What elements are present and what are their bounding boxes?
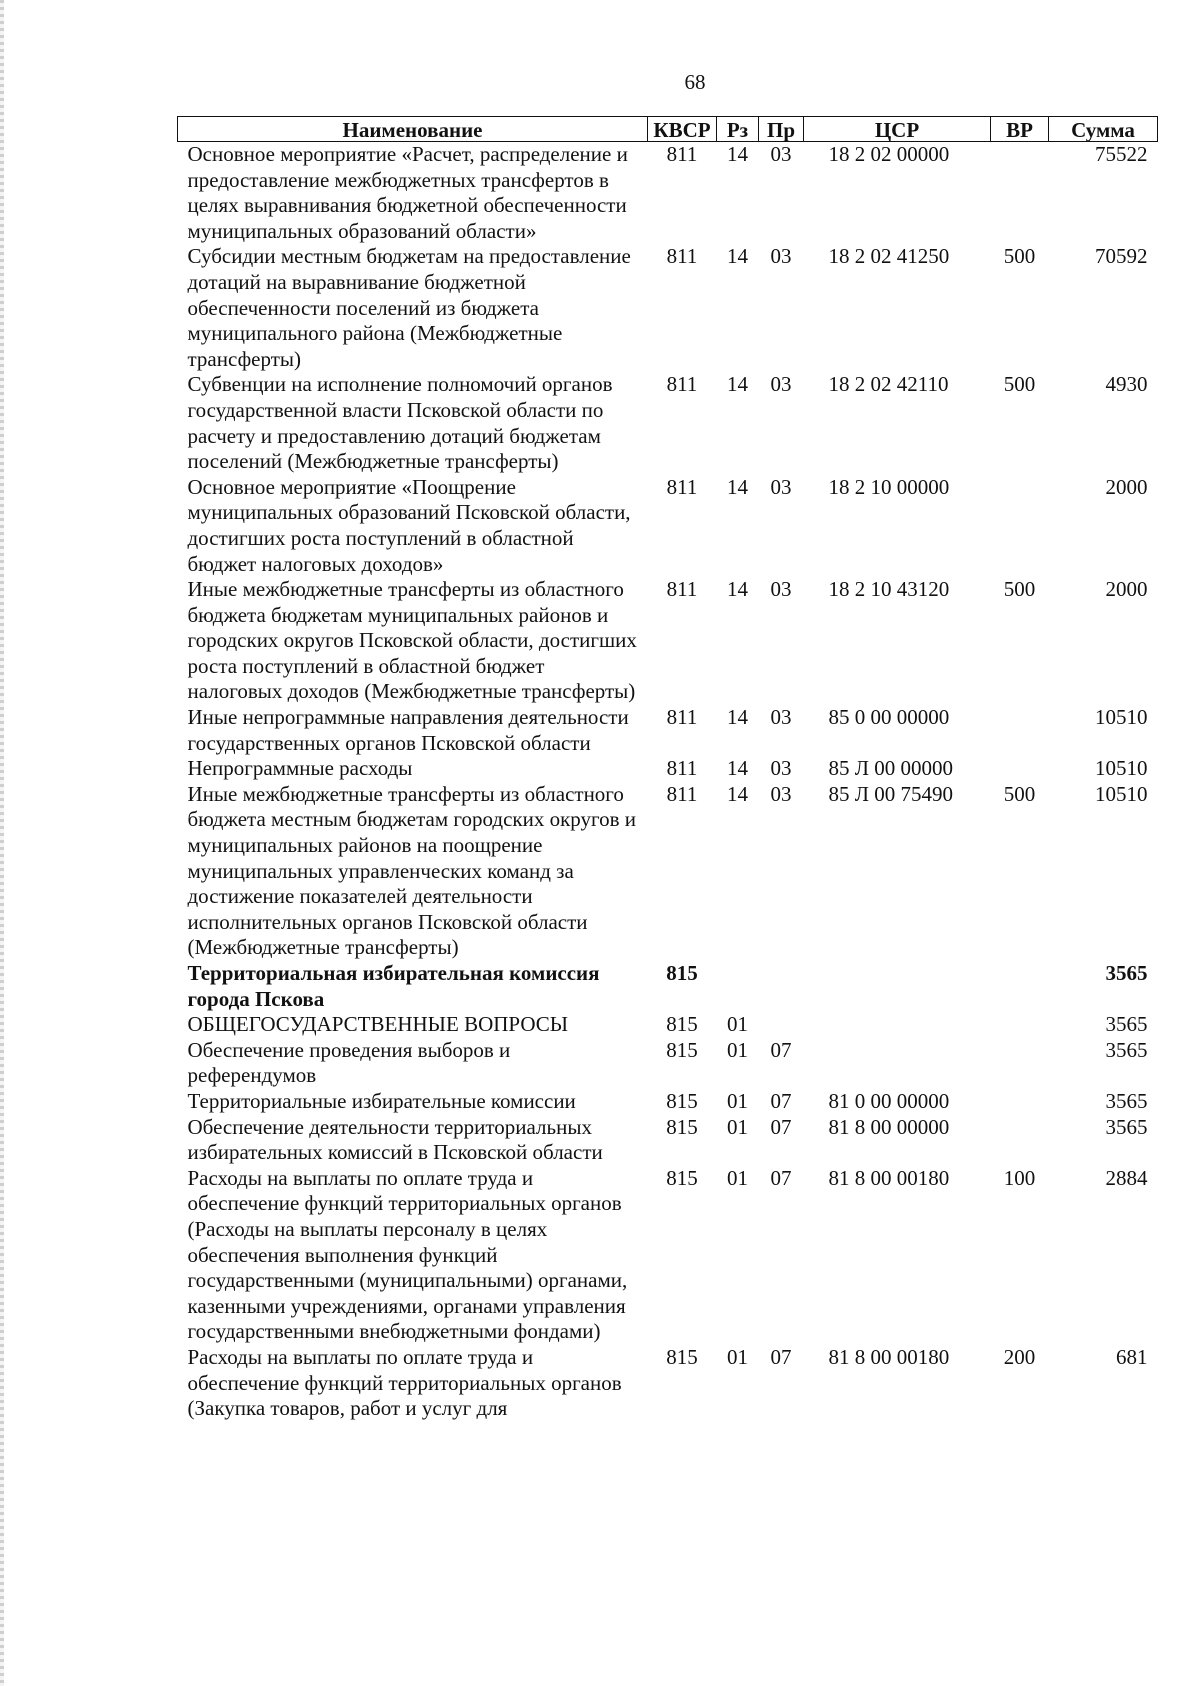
cell-name: Основное мероприятие «Расчет, распределение и предоставление межбюджетных трансфертов в целях выравнивания бюджетной обеспеченности муниципальных образований области» [187,142,628,243]
cell-kvsr: 811 [666,372,698,397]
budget-table [177,116,1158,1422]
cell-pr: 07 [770,1037,792,1062]
cell-name: Непрограммные расходы [187,756,413,781]
table-row [178,142,1158,245]
cell-sum: 681 [1116,1344,1148,1369]
header-sum: Сумма [1049,117,1158,142]
cell-kvsr: 815 [666,1012,698,1037]
cell-pr: 03 [770,577,792,602]
cell-pr: 07 [770,1114,792,1139]
cell-kvsr: 815 [666,1165,698,1190]
cell-sum: 3565 [1105,1012,1148,1037]
cell-sum: 2884 [1105,1165,1148,1190]
cell-pr: 03 [770,142,792,166]
cell-kvsr: 815 [666,1114,698,1139]
cell-kvsr: 815 [666,1344,698,1369]
header-kvsr: КВСР [648,117,717,142]
table-row-organization [178,961,1158,1012]
cell-pr: 03 [770,705,792,730]
cell-sum: 3565 [1105,961,1148,985]
cell-csr [804,961,991,1012]
header-name: Наименование [178,117,648,142]
cell-rz: 14 [727,474,748,499]
cell-rz: 01 [727,1037,748,1062]
table-row [178,372,1158,474]
cell-vr [991,1089,1049,1115]
cell-rz: 01 [727,1012,748,1037]
table-row [178,705,1158,756]
cell-vr [991,756,1049,782]
cell-csr: 81 8 00 00000 [828,1114,950,1139]
table-row [178,244,1158,372]
cell-name: Обеспечение деятельности территориальных избирательных комиссий в Псковской области [187,1114,603,1165]
cell-kvsr: 811 [666,142,698,166]
cell-csr: 18 2 02 42110 [828,372,949,397]
cell-sum: 4930 [1105,372,1148,397]
cell-csr [804,1012,991,1038]
cell-name: Основное мероприятие «Поощрение муниципальных образований Псковской области, достигших роста поступлений в областной бюджет налоговых доходов» [187,474,631,576]
cell-name: Расходы на выплаты по оплате труда и обеспечение функций территориальных органов (Закупка товаров, работ и услуг для [187,1344,622,1421]
cell-sum: 10510 [1095,756,1148,781]
header-vr: ВР [991,117,1049,142]
cell-name: Территориальная избирательная комиссия города Пскова [187,961,600,1011]
cell-sum: 10510 [1095,705,1148,730]
scan-edge [0,0,4,1686]
cell-kvsr: 811 [666,244,698,269]
cell-sum: 3565 [1105,1114,1148,1139]
cell-csr: 81 8 00 00180 [828,1165,950,1190]
cell-name: Иные межбюджетные трансферты из областного бюджета бюджетам муниципальных районов и городских округов Псковской области, достигших роста поступлений в областной бюджет налоговых доходов (Межбюджетные трансферты) [187,577,637,704]
cell-pr: 03 [770,474,792,499]
cell-rz: 01 [727,1344,748,1369]
cell-sum: 70592 [1095,244,1148,269]
header-rz: Рз [717,117,759,142]
cell-vr [991,705,1049,756]
cell-kvsr: 815 [666,1037,698,1062]
page-number: 68 [684,70,706,94]
cell-vr [991,142,1049,245]
cell-name: Территориальные избирательные комиссии [187,1088,576,1113]
cell-name: Обеспечение проведения выборов и референдумов [187,1037,511,1088]
cell-rz [717,961,759,1012]
cell-csr: 85 Л 00 75490 [828,781,953,806]
cell-rz: 01 [727,1088,748,1113]
cell-name: Субвенции на исполнение полномочий органов государственной власти Псковской области по расчету и предоставлению дотаций бюджетам поселений (Межбюджетные трансферты) [187,372,613,474]
cell-rz: 14 [727,781,748,806]
cell-rz: 14 [727,705,748,730]
cell-pr: 07 [770,1165,792,1190]
cell-sum: 3565 [1105,1088,1148,1113]
cell-kvsr: 811 [666,577,698,602]
cell-vr [991,961,1049,1012]
cell-pr [759,961,804,1012]
cell-vr [991,1115,1049,1166]
table-row [178,782,1158,961]
cell-vr [991,1038,1049,1089]
table-row [178,756,1158,782]
cell-pr: 03 [770,756,792,781]
table-header-row [178,117,1158,142]
table-row [178,577,1158,705]
cell-vr [991,1012,1049,1038]
cell-sum: 10510 [1095,781,1148,806]
cell-name: Иные непрограммные направления деятельности государственных органов Псковской области [187,705,629,755]
cell-csr: 18 2 02 41250 [828,244,950,269]
cell-vr: 500 [1003,577,1036,602]
cell-rz: 01 [727,1114,748,1139]
cell-rz: 01 [727,1165,748,1190]
cell-pr [759,1012,804,1038]
table-row [178,1166,1158,1345]
cell-csr: 85 0 00 00000 [828,705,950,730]
table-row [178,1115,1158,1166]
cell-kvsr: 811 [666,756,698,781]
cell-kvsr: 815 [666,961,698,985]
cell-kvsr: 811 [666,781,698,806]
cell-sum: 2000 [1105,474,1148,499]
cell-rz: 14 [727,756,748,781]
cell-vr: 500 [1003,781,1036,806]
cell-pr: 07 [770,1344,792,1369]
table-row [178,1038,1158,1089]
cell-name: ОБЩЕГОСУДАРСТВЕННЫЕ ВОПРОСЫ [187,1012,569,1037]
cell-csr: 85 Л 00 00000 [828,756,953,781]
cell-pr: 03 [770,372,792,397]
cell-name: Субсидии местным бюджетам на предоставление дотаций на выравнивание бюджетной обеспеченности поселений из бюджета муниципального района (Межбюджетные трансферты) [187,244,631,371]
cell-pr: 07 [770,1088,792,1113]
cell-sum: 75522 [1095,142,1148,166]
cell-kvsr: 811 [666,474,698,499]
cell-csr: 81 0 00 00000 [828,1088,950,1113]
cell-rz: 14 [727,142,748,166]
table-row [178,1089,1158,1115]
cell-rz: 14 [727,577,748,602]
cell-vr: 200 [1003,1344,1036,1369]
cell-csr [804,1038,991,1089]
cell-rz: 14 [727,372,748,397]
header-csr: ЦСР [804,117,991,142]
table-row [178,1345,1158,1422]
cell-sum: 3565 [1105,1037,1148,1062]
header-pr: Пр [759,117,804,142]
cell-sum: 2000 [1105,577,1148,602]
cell-pr: 03 [770,781,792,806]
cell-kvsr: 815 [666,1088,698,1113]
cell-csr: 18 2 02 00000 [828,142,950,166]
cell-csr: 81 8 00 00180 [828,1344,950,1369]
cell-csr: 18 2 10 43120 [828,577,950,602]
table-row [178,475,1158,577]
cell-vr: 500 [1003,244,1036,269]
cell-pr: 03 [770,244,792,269]
table-row [178,1012,1158,1038]
cell-rz: 14 [727,244,748,269]
cell-name: Расходы на выплаты по оплате труда и обеспечение функций территориальных органов (Расходы на выплаты персоналу в целях обеспечения выполнения функций государственными (муниципальными) органами, казенными учреждениями, органами управления государственными внебюджетными фондами) [187,1165,628,1344]
cell-vr [991,475,1049,577]
cell-csr: 18 2 10 00000 [828,474,950,499]
cell-kvsr: 811 [666,705,698,730]
cell-vr: 500 [1003,372,1036,397]
cell-name: Иные межбюджетные трансферты из областного бюджета местным бюджетам городских округов и муниципальных районов на поощрение муниципальных управленческих команд за достижение показателей деятельности исполнительных органов Псковской области (Межбюджетные трансферты) [187,781,637,960]
cell-vr: 100 [1003,1165,1036,1190]
